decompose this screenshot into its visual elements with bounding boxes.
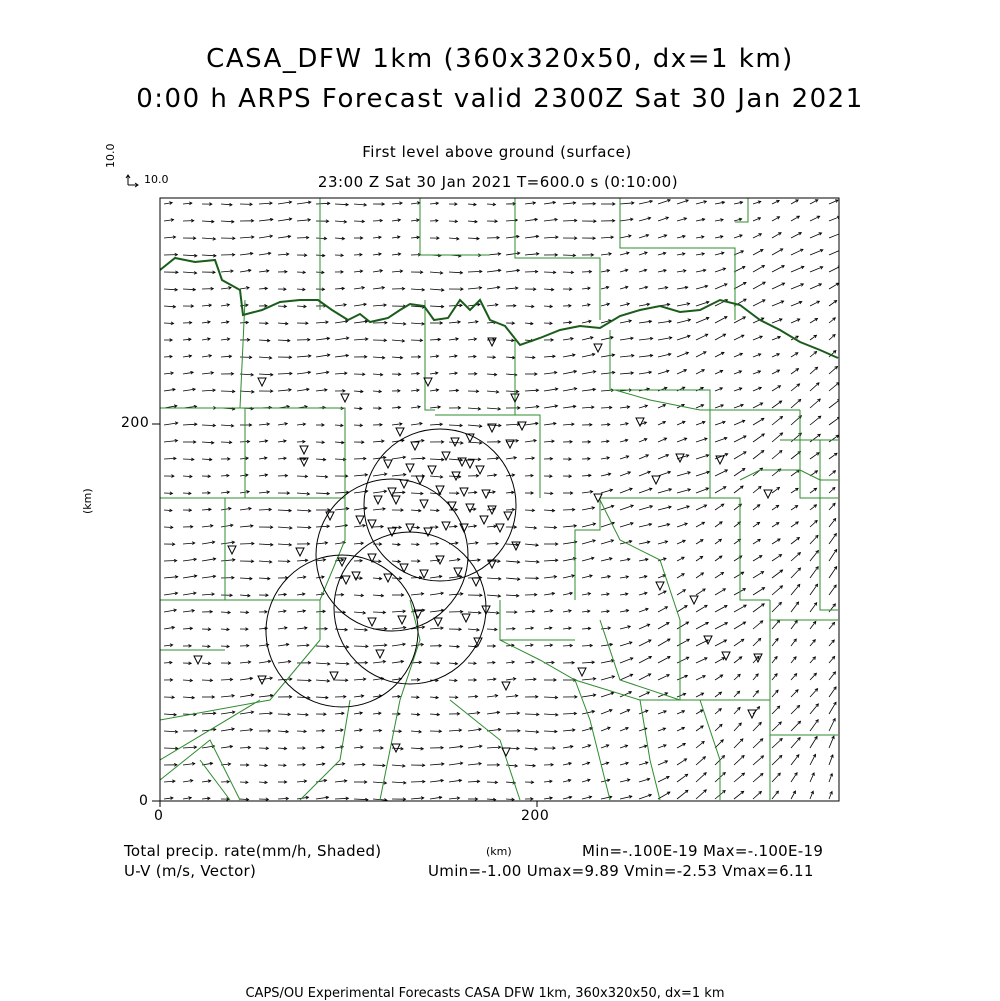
station-marker <box>472 578 480 586</box>
station-marker <box>228 546 236 554</box>
station-marker <box>434 618 442 626</box>
station-marker <box>652 476 660 484</box>
station-marker <box>436 486 444 494</box>
x-axis-label: (km) <box>486 845 512 858</box>
state-border-red-river <box>160 258 838 358</box>
station-marker <box>480 516 488 524</box>
x-tick-label-0: 0 <box>154 808 163 824</box>
station-marker <box>476 466 484 474</box>
station-marker <box>748 710 756 718</box>
station-marker <box>330 672 338 680</box>
station-marker <box>300 446 308 454</box>
station-marker <box>296 548 304 556</box>
station-marker <box>442 522 450 530</box>
station-marker <box>194 656 202 664</box>
precip-min-max: Min=-.100E-19 Max=-.100E-19 <box>582 842 823 860</box>
station-marker <box>518 422 526 430</box>
station-marker <box>690 596 698 604</box>
uv-statistics: Umin=-1.00 Umax=9.89 Vmin=-2.53 Vmax=6.11 <box>428 862 814 880</box>
station-marker <box>406 524 414 532</box>
station-marker <box>392 496 400 504</box>
station-marker <box>352 572 360 580</box>
station-marker <box>400 480 408 488</box>
ref-vector-horizontal-label: 10.0 <box>144 173 169 186</box>
station-marker <box>656 582 664 590</box>
plot-title-line2: 0:00 h ARPS Forecast valid 2300Z Sat 30 Jan 2021 <box>0 84 1000 114</box>
footer-credit: CAPS/OU Experimental Forecasts CASA DFW 1km, 360x320x50, dx=1 km <box>0 986 970 1001</box>
y-axis-label: (km) <box>81 488 94 514</box>
station-marker <box>454 568 462 576</box>
station-marker <box>384 574 392 582</box>
station-marker <box>398 616 406 624</box>
station-marker <box>504 512 512 520</box>
y-tick-label-200: 200 <box>121 415 149 431</box>
station-marker <box>578 668 586 676</box>
precip-legend-label: Total precip. rate(mm/h, Shaded) <box>124 842 381 860</box>
y-axis-ticks <box>152 424 160 801</box>
station-marker <box>258 378 266 386</box>
plot-title-line1: CASA_DFW 1km (360x320x50, dx=1 km) <box>0 44 1000 74</box>
station-marker <box>462 614 470 622</box>
station-marker <box>420 500 428 508</box>
station-marker <box>356 516 364 524</box>
station-marker <box>594 344 602 352</box>
station-marker <box>496 524 504 532</box>
y-tick-label-0: 0 <box>139 793 148 809</box>
level-subtitle: First level above ground (surface) <box>0 143 994 161</box>
county-boundaries <box>160 198 838 800</box>
station-marker <box>341 394 349 402</box>
station-marker <box>482 490 490 498</box>
valid-time-subtitle: 23:00 Z Sat 30 Jan 2021 T=600.0 s (0:10:00) <box>0 173 996 191</box>
vector-legend-label: U-V (m/s, Vector) <box>124 862 256 880</box>
station-marker <box>466 504 474 512</box>
station-marker <box>396 428 404 436</box>
station-marker <box>466 460 474 468</box>
station-marker <box>376 650 384 658</box>
x-axis-ticks <box>160 801 537 807</box>
x-tick-label-200: 200 <box>521 808 549 824</box>
station-marker <box>411 442 419 450</box>
station-marker <box>428 466 436 474</box>
station-marker <box>374 496 382 504</box>
ref-vector-vertical-label: 10.0 <box>104 144 117 169</box>
station-marker <box>406 464 414 472</box>
reference-vector <box>126 175 138 187</box>
station-marker <box>764 490 772 498</box>
station-marker <box>502 682 510 690</box>
station-marker <box>388 488 396 496</box>
station-marker <box>460 488 468 496</box>
station-marker <box>368 618 376 626</box>
station-marker <box>458 458 466 466</box>
station-marker <box>384 460 392 468</box>
